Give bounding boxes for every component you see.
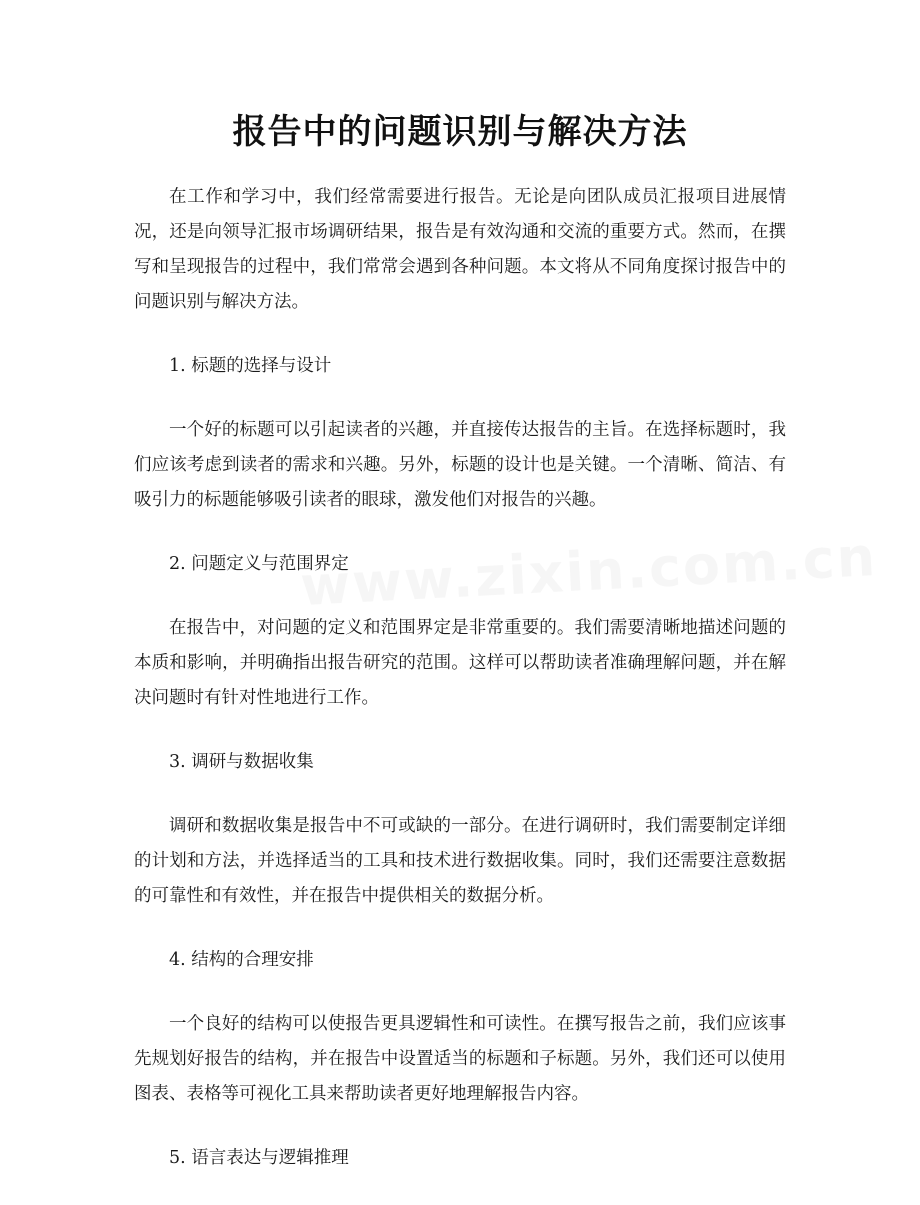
section-heading-3: 3. 调研与数据收集 xyxy=(169,752,314,772)
section-paragraph-1: 一个好的标题可以引起读者的兴趣，并直接传达报告的主旨。在选择标题时，我们应该考虑到读者的需求和兴趣。另外，标题的设计也是关键。一个清晰、简洁、有吸引力的标题能够吸引读者的眼球，激发他们对报告的兴趣。 xyxy=(134,420,786,510)
section-paragraph-2: 在报告中，对问题的定义和范围界定是非常重要的。我们需要清晰地描述问题的本质和影响，并明确指出报告研究的范围。这样可以帮助读者准确理解问题，并在解决问题时有针对性地进行工作。 xyxy=(134,618,786,708)
intro-paragraph: 在工作和学习中，我们经常需要进行报告。无论是向团队成员汇报项目进展情况，还是向领导汇报市场调研结果，报告是有效沟通和交流的重要方式。然而，在撰写和呈现报告的过程中，我们常常会遇到各种问题。本文将从不同角度探讨报告中的问题识别与解决方法。 xyxy=(134,187,786,312)
section-heading-5: 5. 语言表达与逻辑推理 xyxy=(169,1148,349,1168)
section-heading-1: 1. 标题的选择与设计 xyxy=(169,356,332,376)
document-title: 报告中的问题识别与解决方法 xyxy=(232,112,688,152)
section-paragraph-4: 一个良好的结构可以使报告更具逻辑性和可读性。在撰写报告之前，我们应该事先规划好报告的结构，并在报告中设置适当的标题和子标题。另外，我们还可以使用图表、表格等可视化工具来帮助读者更好地理解报告内容。 xyxy=(134,1014,786,1104)
section-paragraph-3: 调研和数据收集是报告中不可或缺的一部分。在进行调研时，我们需要制定详细的计划和方法，并选择适当的工具和技术进行数据收集。同时，我们还需要注意数据的可靠性和有效性，并在报告中提供相关的数据分析。 xyxy=(134,816,786,906)
section-heading-2: 2. 问题定义与范围界定 xyxy=(169,554,349,574)
document-body xyxy=(134,180,786,1205)
section-heading-4: 4. 结构的合理安排 xyxy=(169,950,314,970)
